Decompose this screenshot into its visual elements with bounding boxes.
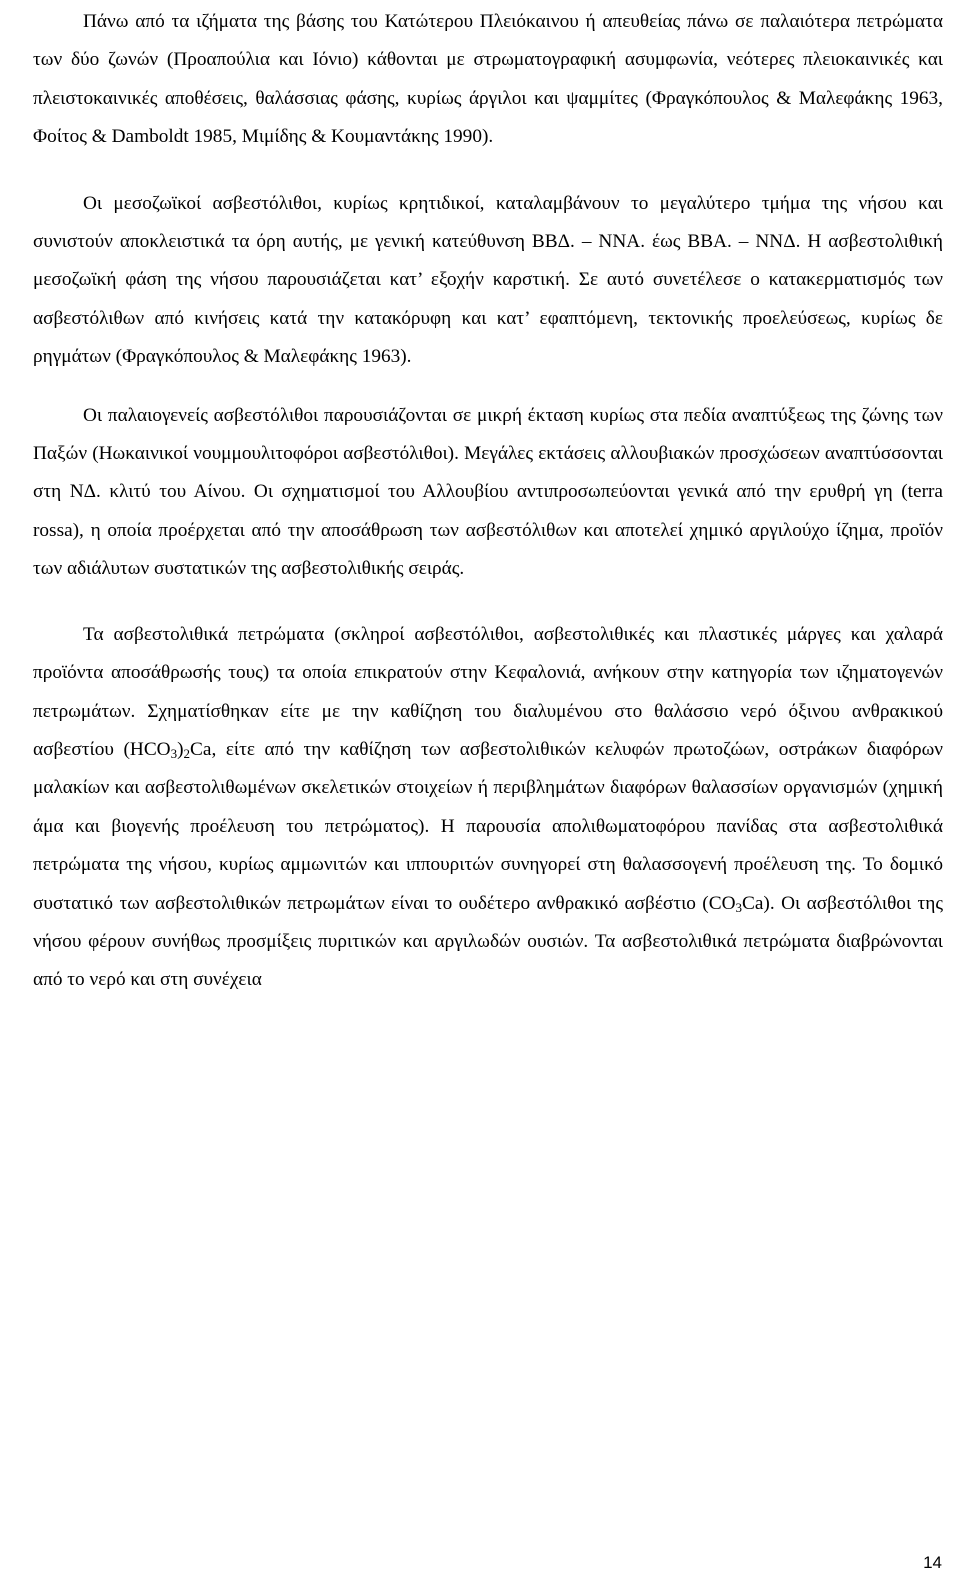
paragraph-4-part-d: Ca). Οι ασβεστόλιθοι της νήσου φέρουν συνήθως προσμίξεις πυριτικών και αργιλωδών ουσιών. Τα ασβεστολιθικά πετρώματα διαβρώνονται από το νερό και στη συνέχεια: [33, 892, 944, 991]
paragraph-1: Πάνω από τα ιζήματα της βάσης του Κατώτερου Πλειόκαινου ή απευθείας πάνω σε παλαιότερα πετρώματα των δύο ζωνών (Προαπούλια και Ιόνιο) κάθονται με στρωματογραφική ασυμφωνία, νεότερες πλειοκαινικές και πλειστοκαινικές αποθέσεις, θαλάσσιας φάσης, κυρίως άργιλοι και ψαμμίτες (Φραγκόπουλος & Μαλεφάκης 1963, Φοίτος & Damboldt 1985, Μιμίδης & Κουμαντάκης 1990).: [33, 11, 943, 148]
paragraph-2: Οι μεσοζωϊκοί ασβεστόλιθοι, κυρίως κρητιδικοί, καταλαμβάνουν το μεγαλύτερο τμήμα της νήσου και συνιστούν αποκλειστικά τα όρη αυτής, με γενική κατεύθυνση ΒΒΔ. – ΝΝΑ. έως ΒΒΑ. – ΝΝΔ. Η ασβεστολιθική μεσοζωϊκή φάση της νήσου παρουσιάζεται κατ’ εξοχήν καρστική. Σε αυτό συνετέλεσε ο κατακερματισμός των ασβεστόλιθων από κινήσεις κατά την κατακόρυφη και κατ’ εφαπτόμενη, τεκτονικής προελεύσεως, κυρίως δε ρηγμάτων (Φραγκόπουλος & Μαλεφάκης 1963).: [33, 192, 943, 368]
page-number: 14: [923, 1553, 942, 1572]
paragraph-4-part-b: ): [177, 738, 184, 760]
subscript-3: 3: [735, 899, 743, 915]
subscript-1: 3: [170, 745, 178, 761]
body-text: [33, 0, 943, 1000]
subscript-2: 2: [183, 745, 191, 761]
paragraph-3: Οι παλαιογενείς ασβεστόλιθοι παρουσιάζονται σε μικρή έκταση κυρίως στα πεδία αναπτύξεως της ζώνης των Παξών (Ηωκαινικοί νουμμουλιτοφόροι ασβεστόλιθοι). Μεγάλες εκτάσεις αλλουβιακών προσχώσεων αναπτύσσονται στη ΝΔ. κλιτύ του Αίνου. Οι σχηματισμοί του Αλλουβίου αντιπροσωπεύονται γενικά από την ερυθρή γη (terra rossa), η οποία προέρχεται από την αποσάθρωση των ασβεστόλιθων και αποτελεί χημικό αργιλούχο ίζημα, προϊόν των αδιάλυτων συστατικών της ασβεστολιθικής σειράς.: [33, 404, 943, 580]
paragraph-4-part-a: Τα ασβεστολιθικά πετρώματα (σκληροί ασβεστόλιθοι, ασβεστολιθικές και πλαστικές μάργες και χαλαρά προϊόντα αποσάθρωσής τους) τα οποία επικρατούν στην Κεφαλονιά, ανήκουν στην κατηγορία των ιζηματογενών πετρωμάτων. Σχηματίσθηκαν είτε με την καθίζηση του διαλυμένου στο θαλάσσιο νερό όξινου ανθρακικού ασβεστίου (HCO: [33, 623, 943, 760]
paragraph-4-part-c: Ca, είτε από την καθίζηση των ασβεστολιθικών κελυφών πρωτοζώων, οστράκων διαφόρων μαλακίων και ασβεστολιθωμένων σκελετικών στοιχείων ή περιβλημάτων διαφόρων θαλασσίων οργανισμών (χημική άμα και βιογενής προέλευση του πετρώματος). Η παρουσία απολιθωματοφόρου πανίδας στα ασβεστολιθικά πετρώματα της νήσου, κυρίως αμμωνιτών και ιππουριτών συνηγορεί στη θαλασσογενή προέλευση της. Το δομικό συστατικό των ασβεστολιθικών πετρωμάτων είναι το ουδέτερο ανθρακικό ασβέστιο (CO: [33, 738, 943, 914]
paragraph-4: [33, 616, 943, 1000]
